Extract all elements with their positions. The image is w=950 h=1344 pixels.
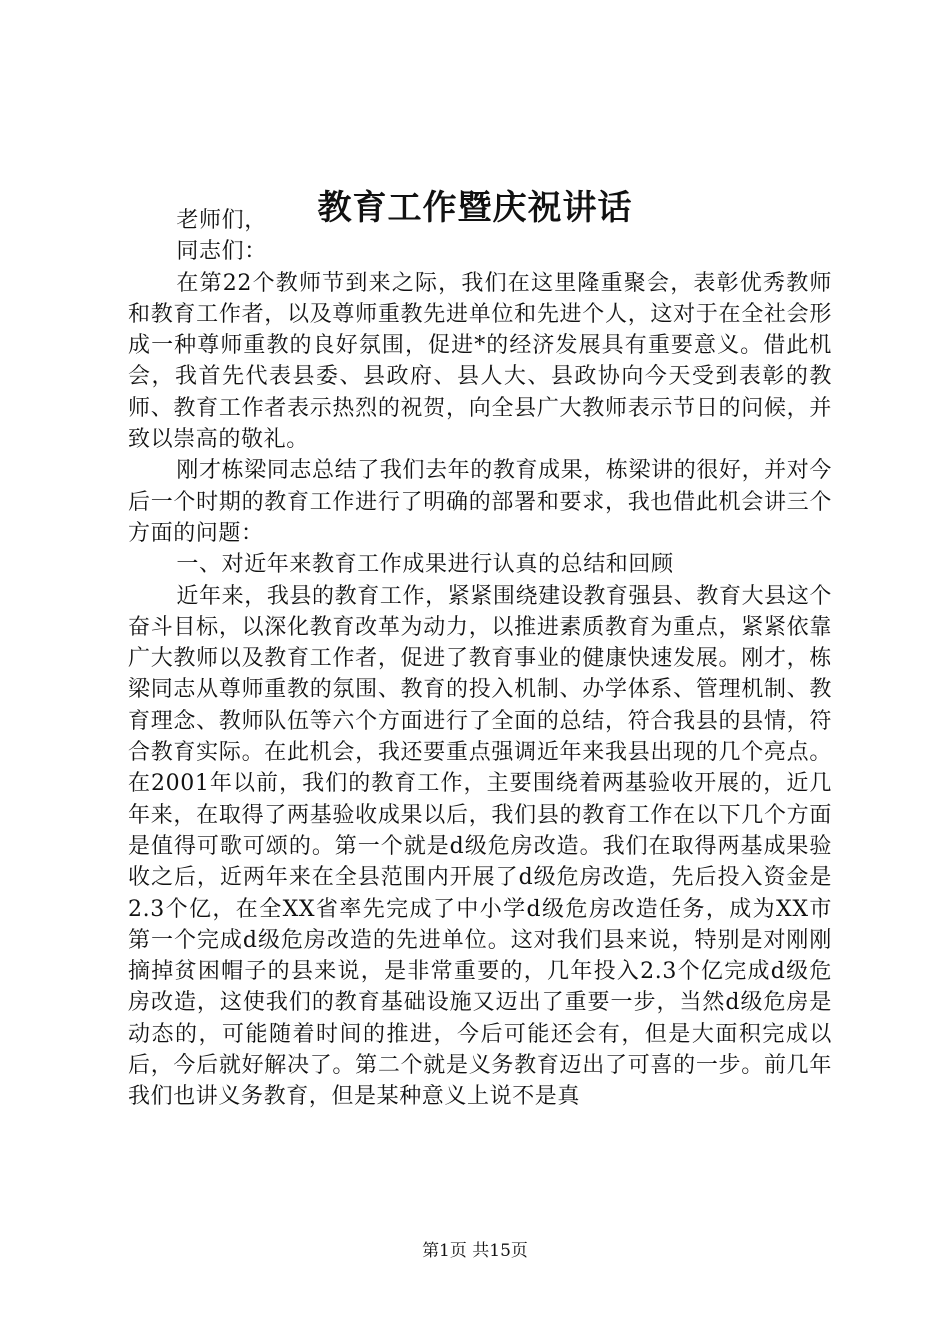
salutation-comrades: 同志们：	[176, 239, 267, 265]
document-body	[128, 205, 832, 1113]
document-title: 教育工作暨庆祝讲话	[317, 188, 633, 228]
salutation-teachers: 老师们，	[176, 208, 267, 233]
paragraph-intro: 刚才栋梁同志总结了我们去年的教育成果，栋梁讲的很好，并对今后一个时期的教育工作进行了明确的部署和要求，我也借此机会讲三个方面的问题：	[128, 458, 832, 546]
section-heading-1: 一、对近年来教育工作成果进行认真的总结和回顾	[176, 552, 674, 578]
paragraph-review: 近年来，我县的教育工作，紧紧围绕建设教育强县、教育大县这个奋斗目标，以深化教育改革为动力，以推进素质教育为重点，紧紧依靠广大教师以及教育工作者，促进了教育事业的健康快速发展。刚才，栋梁同志从尊师重教的氛围、教育的投入机制、办学体系、管理机制、教育理念、教师队伍等六个方面进行了全面的总结，符合我县的县情，符合教育实际。在此机会，我还要重点强调近年来我县出现的几个亮点。在2001年以前，我们的教育工作，主要围绕着两基验收开展的，近几年来，在取得了两基验收成果以后，我们县的教育工作在以下几个方面是值得可歌可颂的。第一个就是d级危房改造。我们在取得两基成果验收之后，近两年来在全县范围内开展了d级危房改造，先后投入资金是2.3个亿，在全XX省率先完成了中小学d级危房改造任务，成为XX市第一个完成d级危房改造的先进单位。这对我们县来说，特别是对刚刚摘掉贫困帽子的县来说，是非常重要的，几年投入2.3个亿完成d级危房改造，这使我们的教育基础设施又迈出了重要一步，当然d级危房是动态的，可能随着时间的推进，今后可能还会有，但是大面积完成以后，今后就好解决了。第二个就是义务教育迈出了可喜的一步。前几年我们也讲义务教育，但是某种意义上说不是真	[128, 583, 832, 1110]
page-number-footer: 第1页 共15页	[422, 1241, 528, 1261]
paragraph-opening: 在第22个教师节到来之际，我们在这里隆重聚会，表彰优秀教师和教育工作者，以及尊师重教先进单位和先进个人，这对于在全社会形成一种尊师重教的良好氛围，促进*的经济发展具有重要意义。借此机会，我首先代表县委、县政府、县人大、县政协向今天受到表彰的教师、教育工作者表示热烈的祝贺，向全县广大教师表示节日的问候，并致以崇高的敬礼。	[128, 270, 832, 453]
